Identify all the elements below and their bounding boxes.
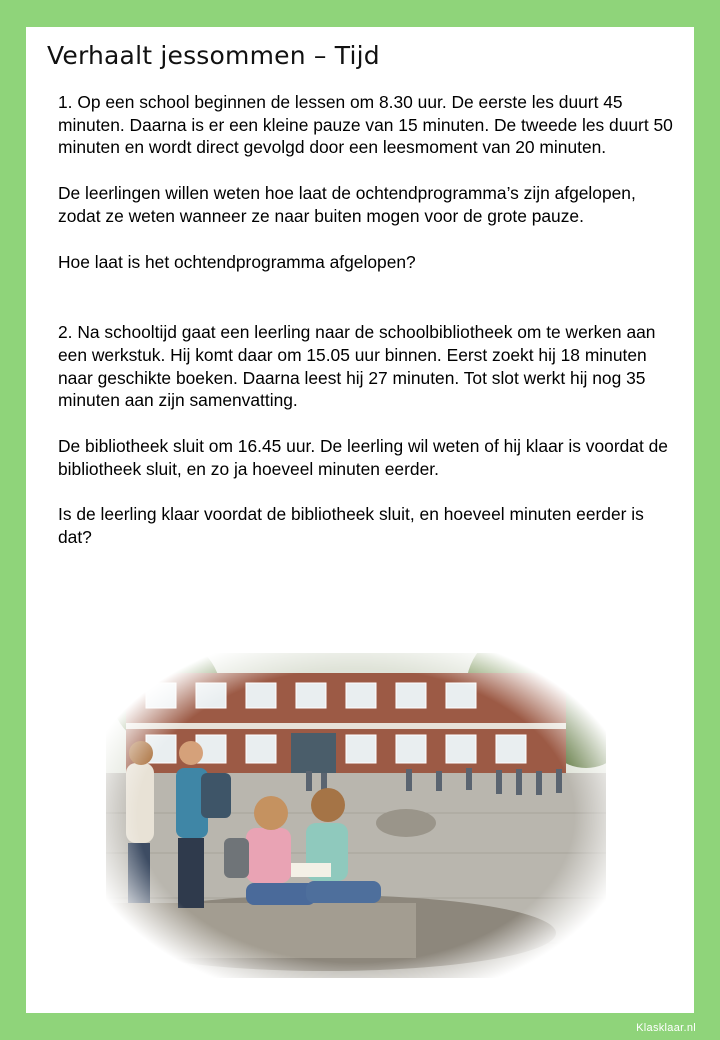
question-1-question: Hoe laat is het ochtendprogramma afgelopen? xyxy=(58,251,416,272)
question-1-context: De leerlingen willen weten hoe laat de ochtendprogramma’s zijn afgelopen, zodat ze weten wanneer ze naar buiten mogen voor de grote pauze. xyxy=(58,183,636,226)
schoolyard-photo xyxy=(106,653,606,978)
questions xyxy=(58,91,676,549)
page-title: Verhaalt jessommen – Tijd xyxy=(47,41,380,70)
schoolyard-illustration xyxy=(106,653,606,978)
question-2-intro: 2. Na schooltijd gaat een leerling naar de schoolbibliotheek om te werken aan een werkstuk. Hij komt daar om 15.05 uur binnen. Eerst zoekt hij 18 minuten naar geschikte boeken. Daarna leest hij 27 minuten. Tot slot werkt hij nog 35 minuten aan zijn samenvatting. xyxy=(58,322,656,411)
footer-brand: Klasklaar.nl xyxy=(636,1022,696,1034)
question-2-question: Is de leerling klaar voordat de bibliotheek sluit, en hoeveel minuten eerder is dat? xyxy=(58,504,644,548)
question-2-context: De bibliotheek sluit om 16.45 uur. De leerling wil weten of hij klaar is voordat de bibliotheek sluit, en zo ja hoeveel minuten eerder. xyxy=(58,436,668,479)
worksheet xyxy=(26,27,694,1013)
question-1-intro: 1. Op een school beginnen de lessen om 8.30 uur. De eerste les duurt 45 minuten. Daarna is er een kleine pauze van 15 minuten. De tweede les duurt 50 minuten en wordt direct gevolgd door een leesmoment van 20 minuten. xyxy=(58,92,673,158)
